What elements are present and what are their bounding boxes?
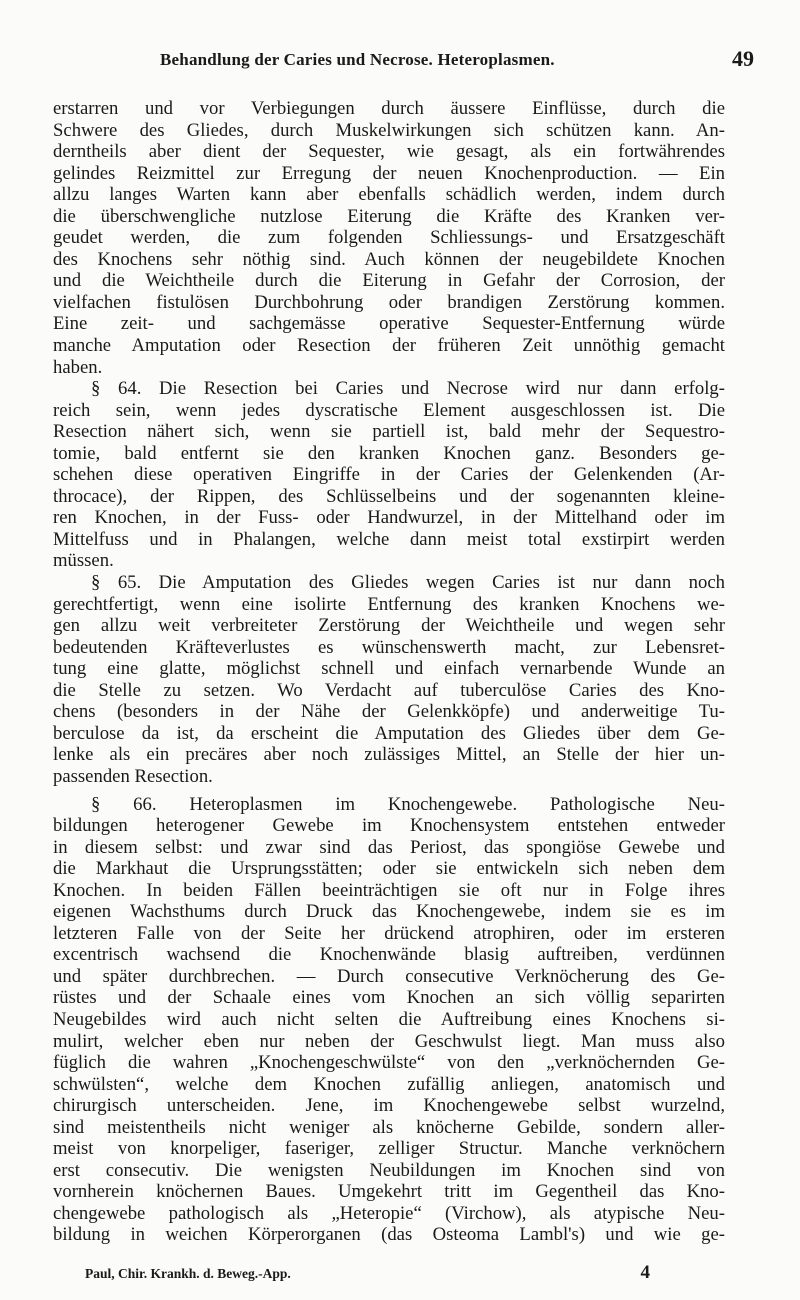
paragraph-65-start: § 65. Die Amputation des Gliedes wegen Caries ist nur dann noch <box>91 572 725 594</box>
text-line: gelindes Reizmittel zur Erregung der neuen Knochenproduction. — Ein <box>53 162 725 184</box>
text-line: manche Amputation oder Resection der früheren Zeit unnöthig gemacht <box>53 335 725 357</box>
text-line: bildung in weichen Körperorganen (das Osteoma Lambl's) und wie ge- <box>53 1224 725 1246</box>
text-line: die überschwengliche nutzlose Eiterung die Kräfte des Kranken ver- <box>53 205 725 227</box>
text-line: erst consecutiv. Die wenigsten Neubildungen im Knochen sind von <box>53 1159 725 1181</box>
text-line: vornherein knöchernen Baues. Umgekehrt tritt im Gegentheil das Kno- <box>53 1181 725 1203</box>
text-line: müssen. <box>53 550 114 572</box>
text-line: Mittelfuss und in Phalangen, welche dann meist total exstirpirt werden <box>53 528 725 550</box>
body-text <box>53 98 725 1246</box>
text-line: die Markhaut die Ursprungsstätten; oder sie entwickeln sich neben dem <box>53 858 725 880</box>
signature-mark: 4 <box>640 1262 650 1283</box>
text-line: Neugebildes wird auch nicht selten die Auftreibung eines Knochens si- <box>53 1008 725 1030</box>
text-line: mulirt, welcher eben nur neben der Geschwulst liegt. Man muss also <box>53 1030 725 1052</box>
page-number: 49 <box>732 46 754 71</box>
text-line: die Stelle zu setzen. Wo Verdacht auf tuberculöse Caries des Kno- <box>53 679 725 701</box>
text-line: gerechtfertigt, wenn eine isolirte Entfernung des kranken Knochens we- <box>53 593 725 615</box>
text-line: rüstes und der Schaale eines vom Knochen an sich völlig separirten <box>53 987 725 1009</box>
text-line: chengewebe pathologisch als „Heteropie“ (Virchow), als atypische Neu- <box>53 1202 725 1224</box>
text-line: eigenen Wachsthums durch Druck das Knochengewebe, indem sie es im <box>53 901 725 923</box>
text-line: chirurgisch unterscheiden. Jene, im Knochengewebe selbst wurzelnd, <box>53 1095 725 1117</box>
text-line: des Knochens sehr nöthig sind. Auch können der neugebildete Knochen <box>53 248 725 270</box>
footer-citation: Paul, Chir. Krankh. d. Beweg.-App. <box>85 1266 291 1281</box>
text-line: meist von knorpeliger, faseriger, zelliger Structur. Manche verknöchern <box>53 1138 725 1160</box>
text-line: Resection nähert sich, wenn sie partiell ist, bald mehr der Sequestro- <box>53 421 725 443</box>
text-line: Eine zeit- und sachgemässe operative Sequester-Entfernung würde <box>53 313 725 335</box>
text-line: Knochen. In beiden Fällen beeinträchtigen sie oft nur in Folge ihres <box>53 879 725 901</box>
text-line: tung eine glatte, möglichst schnell und einfach vernarbende Wunde an <box>53 658 725 680</box>
text-line: sind meistentheils nicht weniger als knöcherne Gebilde, sondern aller- <box>53 1116 725 1138</box>
text-line: erstarren und vor Verbiegungen durch äussere Einflüsse, durch die <box>53 98 725 119</box>
text-line: haben. <box>53 356 103 378</box>
text-line: throcace), der Rippen, des Schlüsselbeins und der sogenannten kleine- <box>53 485 725 507</box>
text-line: lenke als ein precäres aber noch zulässiges Mittel, an Stelle der hier un- <box>53 744 725 766</box>
text-line: vielfachen fistulösen Durchbohrung oder brandigen Zerstörung kommen. <box>53 291 725 313</box>
text-line: bildungen heterogener Gewebe im Knochensystem entstehen entweder <box>53 815 725 837</box>
text-line: allzu langes Warten kann aber ebenfalls schädlich werden, indem durch <box>53 184 725 206</box>
text-line: in diesem selbst: und zwar sind das Periost, das spongiöse Gewebe und <box>53 836 725 858</box>
text-line: reich sein, wenn jedes dyscratische Element ausgeschlossen ist. Die <box>53 399 725 421</box>
text-line: chens (besonders in der Nähe der Gelenkköpfe) und anderweitige Tu- <box>53 701 725 723</box>
text-line: ren Knochen, in der Fuss- oder Handwurzel, in der Mittelhand oder im <box>53 507 725 529</box>
section-66-heading-line: § 66. Heteroplasmen im Knochengewebe. Pathologische Neu- <box>91 793 725 815</box>
text-line: derntheils aber dient der Sequester, wie gesagt, als ein fortwährendes <box>53 141 725 163</box>
text-line: letzteren Falle von der Seite her drückend atrophiren, oder im ersteren <box>53 922 725 944</box>
running-head: Behandlung der Caries und Necrose. Heteroplasmen. <box>160 50 555 69</box>
text-line: und später durchbrechen. — Durch consecutive Verknöcherung des Ge- <box>53 965 725 987</box>
text-line: füglich die wahren „Knochengeschwülste“ von den „verknöchernden Ge- <box>53 1052 725 1074</box>
text-line: geudet werden, die zum folgenden Schliessungs- und Ersatzgeschäft <box>53 227 725 249</box>
text-line: und die Weichtheile durch die Eiterung in Gefahr der Corrosion, der <box>53 270 725 292</box>
text-line: Schwere des Gliedes, durch Muskelwirkungen sich schützen kann. An- <box>53 119 725 141</box>
text-line: schwülsten“, welche dem Knochen zufällig anliegen, anatomisch und <box>53 1073 725 1095</box>
text-line: excentrisch wachsend die Knochenwände blasig auftreiben, verdünnen <box>53 944 725 966</box>
text-line: berculose da ist, da erscheint die Amputation des Gliedes über dem Ge- <box>53 722 725 744</box>
page-header <box>52 46 754 78</box>
text-line: schehen diese operativen Eingriffe in der Caries der Gelenkenden (Ar- <box>53 464 725 486</box>
text-line: gen allzu weit verbreiteter Zerstörung der Weichtheile und wegen sehr <box>53 615 725 637</box>
text-line: bedeutenden Kräfteverlustes es wünschenswerth macht, zur Lebensret- <box>53 636 725 658</box>
text-line: passenden Resection. <box>53 765 213 787</box>
paragraph-64-start: § 64. Die Resection bei Caries und Necrose wird nur dann erfolg- <box>91 378 725 400</box>
page-footer <box>85 1262 650 1286</box>
text-line: tomie, bald entfernt sie den kranken Knochen ganz. Besonders ge- <box>53 442 725 464</box>
